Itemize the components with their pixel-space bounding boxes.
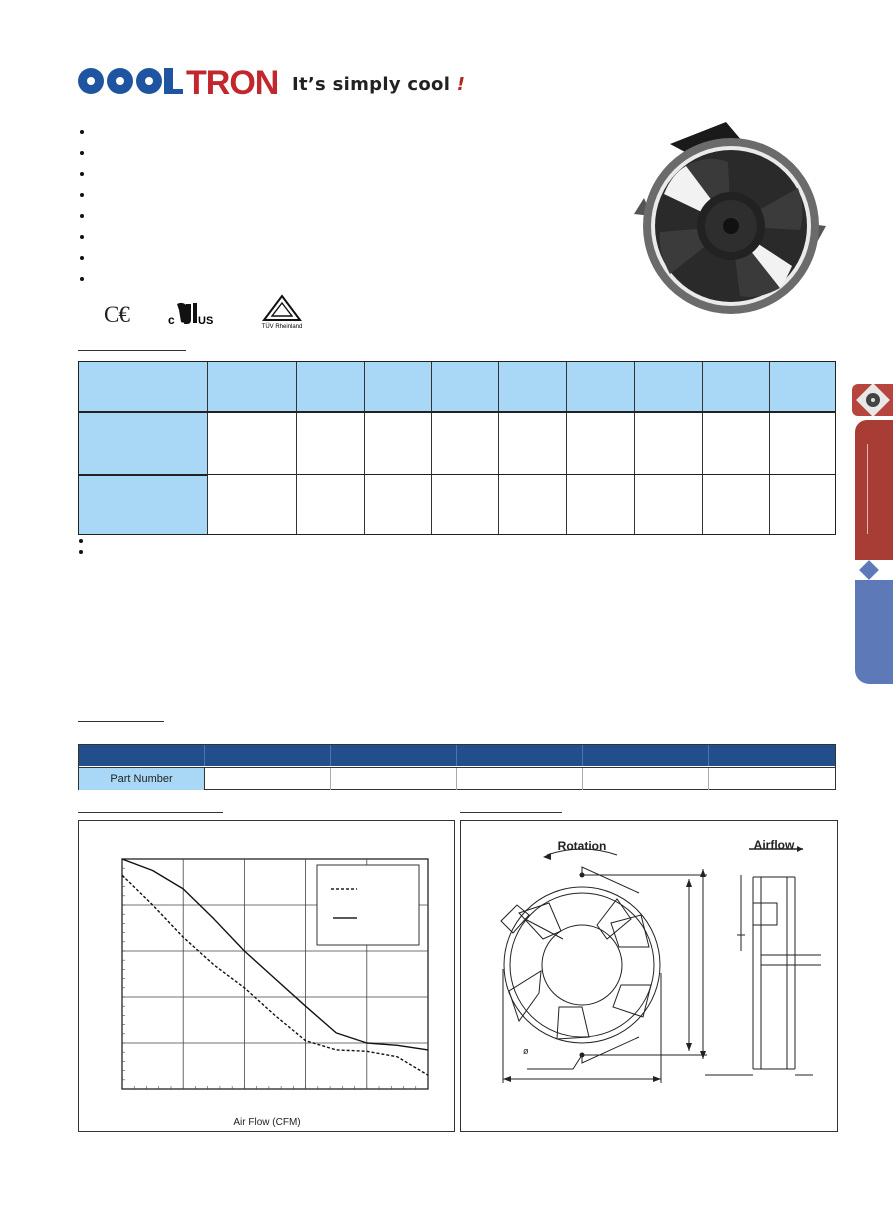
spec-cell	[703, 475, 770, 534]
part-number-cell	[709, 768, 835, 790]
spec-row	[79, 475, 835, 534]
spec-header-cell	[432, 362, 499, 411]
part-number-label: Part Number	[79, 768, 205, 790]
drawing-section-underline	[460, 812, 562, 813]
airflow-label: Airflow	[753, 838, 795, 852]
chart-section-underline	[78, 812, 223, 813]
spec-cell	[365, 413, 432, 474]
tagline-mark: !	[456, 74, 466, 95]
diameter-symbol: ø	[523, 1046, 529, 1056]
feature-list	[78, 124, 558, 292]
feature-item	[78, 145, 558, 166]
dimension-drawing-panel	[460, 820, 838, 1132]
tuv-mark-icon	[258, 294, 306, 330]
spec-cell	[499, 413, 567, 474]
spec-cell	[567, 413, 635, 474]
part-header-cell	[457, 745, 583, 766]
spec-header-cell	[208, 362, 297, 411]
spec-section-underline	[78, 350, 186, 351]
spec-header-cell	[499, 362, 567, 411]
spec-cell	[703, 413, 770, 474]
feature-item	[78, 250, 558, 271]
spec-cell	[567, 475, 635, 534]
spec-header-cell	[365, 362, 432, 411]
spec-cell	[297, 475, 365, 534]
brand-logo	[78, 62, 278, 100]
fan-product-image	[630, 118, 832, 320]
chart-x-axis-label: Air Flow (CFM)	[233, 1117, 301, 1128]
spec-header-cell	[79, 362, 208, 411]
dimension-drawing	[461, 821, 839, 1133]
tagline-text: It’s simply cool	[292, 74, 451, 95]
part-header-cell	[709, 745, 835, 766]
svg-text:c: c	[168, 313, 175, 327]
part-header-cell	[205, 745, 331, 766]
feature-item	[78, 208, 558, 229]
spec-cell	[635, 475, 703, 534]
part-number-table	[78, 744, 836, 790]
feature-item	[78, 124, 558, 145]
spec-cell	[432, 413, 499, 474]
diamond-icon	[859, 560, 879, 580]
spec-header-cell	[297, 362, 365, 411]
spec-header-row	[79, 362, 835, 413]
svg-text:TRON: TRON	[186, 64, 278, 100]
spec-header-cell	[770, 362, 835, 411]
part-number-cell	[583, 768, 709, 790]
ce-mark-icon: C€	[104, 302, 129, 327]
spec-cell	[499, 475, 567, 534]
part-header-cell	[583, 745, 709, 766]
feature-item	[78, 271, 558, 292]
spec-cell	[635, 413, 703, 474]
spec-cell	[365, 475, 432, 534]
spec-merged-cell	[208, 413, 297, 534]
svg-text:US: US	[198, 315, 214, 327]
feature-item	[78, 229, 558, 250]
svg-text:TÜV Rheinland: TÜV Rheinland	[261, 324, 303, 330]
chart-legend-box	[317, 865, 419, 945]
spec-row-label	[79, 475, 208, 534]
spec-header-cell	[635, 362, 703, 411]
rotation-label: Rotation	[557, 839, 607, 853]
spec-cell	[297, 413, 365, 474]
performance-chart-panel	[78, 820, 455, 1132]
part-section-underline	[78, 721, 164, 722]
specification-table	[78, 361, 836, 535]
side-tab[interactable]	[855, 580, 893, 684]
part-number-cell	[205, 768, 331, 790]
fan-category-icon[interactable]	[852, 384, 893, 416]
ul-mark-icon	[168, 300, 230, 328]
spec-row	[79, 413, 835, 475]
part-header-cell	[79, 745, 205, 766]
spec-header-cell	[703, 362, 770, 411]
performance-chart	[79, 821, 456, 1133]
spec-header-cell	[567, 362, 635, 411]
part-number-cell	[457, 768, 583, 790]
part-number-row	[79, 767, 835, 790]
spec-row-label	[79, 413, 208, 474]
feature-item	[78, 187, 558, 208]
spec-cell	[432, 475, 499, 534]
part-number-cell	[331, 768, 457, 790]
feature-item	[78, 166, 558, 187]
side-tab-active[interactable]	[855, 420, 893, 560]
part-header-cell	[331, 745, 457, 766]
brand-tagline	[292, 74, 465, 95]
part-header-row	[79, 745, 835, 766]
